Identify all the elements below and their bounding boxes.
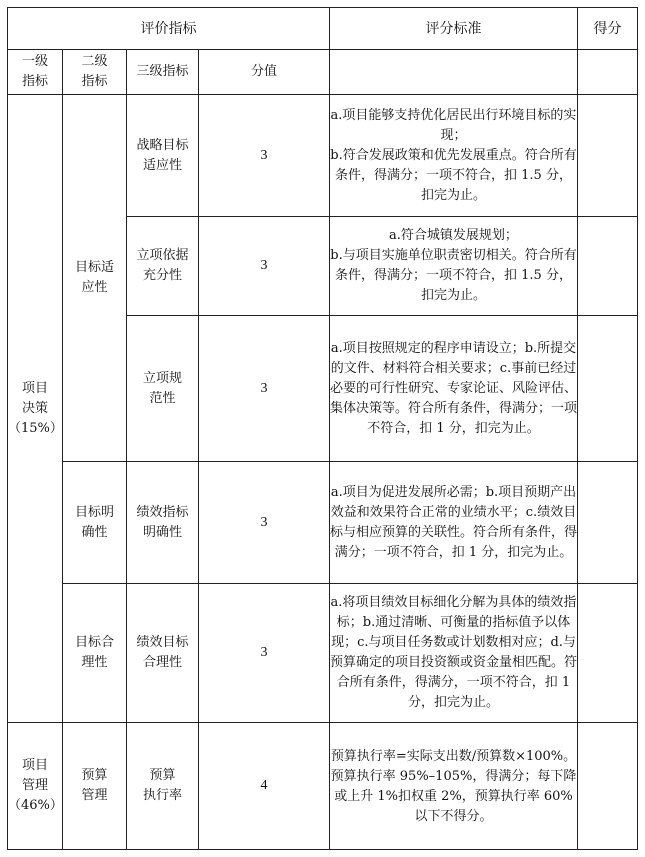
score-cell: [578, 316, 638, 462]
table-row: [8, 462, 638, 584]
score-cell: [578, 462, 638, 584]
header-indicator: 评价指标: [8, 8, 330, 50]
level1-cell: 项目 决策 （15%）: [8, 95, 63, 723]
header-score-obtained: 得分: [578, 8, 638, 50]
header-row-2: [8, 50, 638, 95]
points-cell: 3: [199, 217, 330, 316]
level2-cell: 目标合 理性: [63, 584, 127, 723]
level3-cell: 战略目标 适应性: [127, 95, 199, 217]
header-standard: 评分标准: [330, 8, 578, 50]
level2-cell: 目标明 确性: [63, 462, 127, 584]
criteria-cell: 预算执行率=实际支出数/预算数×100%。预算执行率 95%–105%，得满分；每下降或上升 1%扣权重 2%，预算执行率 60%以下不得分。: [330, 723, 578, 850]
points-cell: 3: [199, 584, 330, 723]
points-cell: 3: [199, 95, 330, 217]
points-cell: 3: [199, 316, 330, 462]
score-cell: [578, 723, 638, 850]
criteria-cell: a.将项目绩效目标细化分解为具体的绩效指标；b.通过清晰、可衡量的指标值予以体现；c.与项目任务数或计划数相对应；d.与预算确定的项目投资额或资金量相匹配。符合所有条件，得满分，一项不符合，扣 1 分，扣完为止。: [330, 584, 578, 723]
points-cell: 3: [199, 462, 330, 584]
score-cell: [578, 217, 638, 316]
criteria-cell: a.项目按照规定的程序申请设立；b.所提交的文件、材料符合相关要求；c.事前已经过必要的可行性研究、专家论证、风险评估、集体决策等。符合所有条件，得满分；一项不符合，扣 1 分，扣完为止。: [330, 316, 578, 462]
level3-cell: 绩效目标 合理性: [127, 584, 199, 723]
header-level2: 二级 指标: [63, 50, 127, 95]
level3-cell: 预算 执行率: [127, 723, 199, 850]
table-row: [8, 95, 638, 217]
score-cell: [578, 584, 638, 723]
criteria-cell: a.项目能够支持优化居民出行环境目标的实现； b.符合发展政策和优先发展重点。符合所有条件，得满分；一项不符合，扣 1.5 分，扣完为止。: [330, 95, 578, 217]
header-points: 分值: [199, 50, 330, 95]
level2-cell: 目标适 应性: [63, 95, 127, 462]
header-row-1: [8, 8, 638, 50]
level1-cell: 项目 管理 （46%）: [8, 723, 63, 850]
level3-cell: 绩效指标 明确性: [127, 462, 199, 584]
points-cell: 4: [199, 723, 330, 850]
evaluation-table: [7, 7, 638, 850]
level3-cell: 立项规 范性: [127, 316, 199, 462]
level2-cell: 预算 管理: [63, 723, 127, 850]
level3-cell: 立项依据 充分性: [127, 217, 199, 316]
header-level3: 三级指标: [127, 50, 199, 95]
header-score-blank: [578, 50, 638, 95]
criteria-cell: a.项目为促进发展所必需；b.项目预期产出效益和效果符合正常的业绩水平；c.绩效目标与相应预算的关联性。符合所有条件，得满分；一项不符合，扣 1 分，扣完为止。: [330, 462, 578, 584]
header-level1: 一级 指标: [8, 50, 63, 95]
table-row: [8, 723, 638, 850]
criteria-cell: a.符合城镇发展规划； b.与项目实施单位职责密切相关。符合所有条件，得满分；一项不符合，扣 1.5 分，扣完为止。: [330, 217, 578, 316]
score-cell: [578, 95, 638, 217]
header-standard-blank: [330, 50, 578, 95]
table-row: [8, 584, 638, 723]
